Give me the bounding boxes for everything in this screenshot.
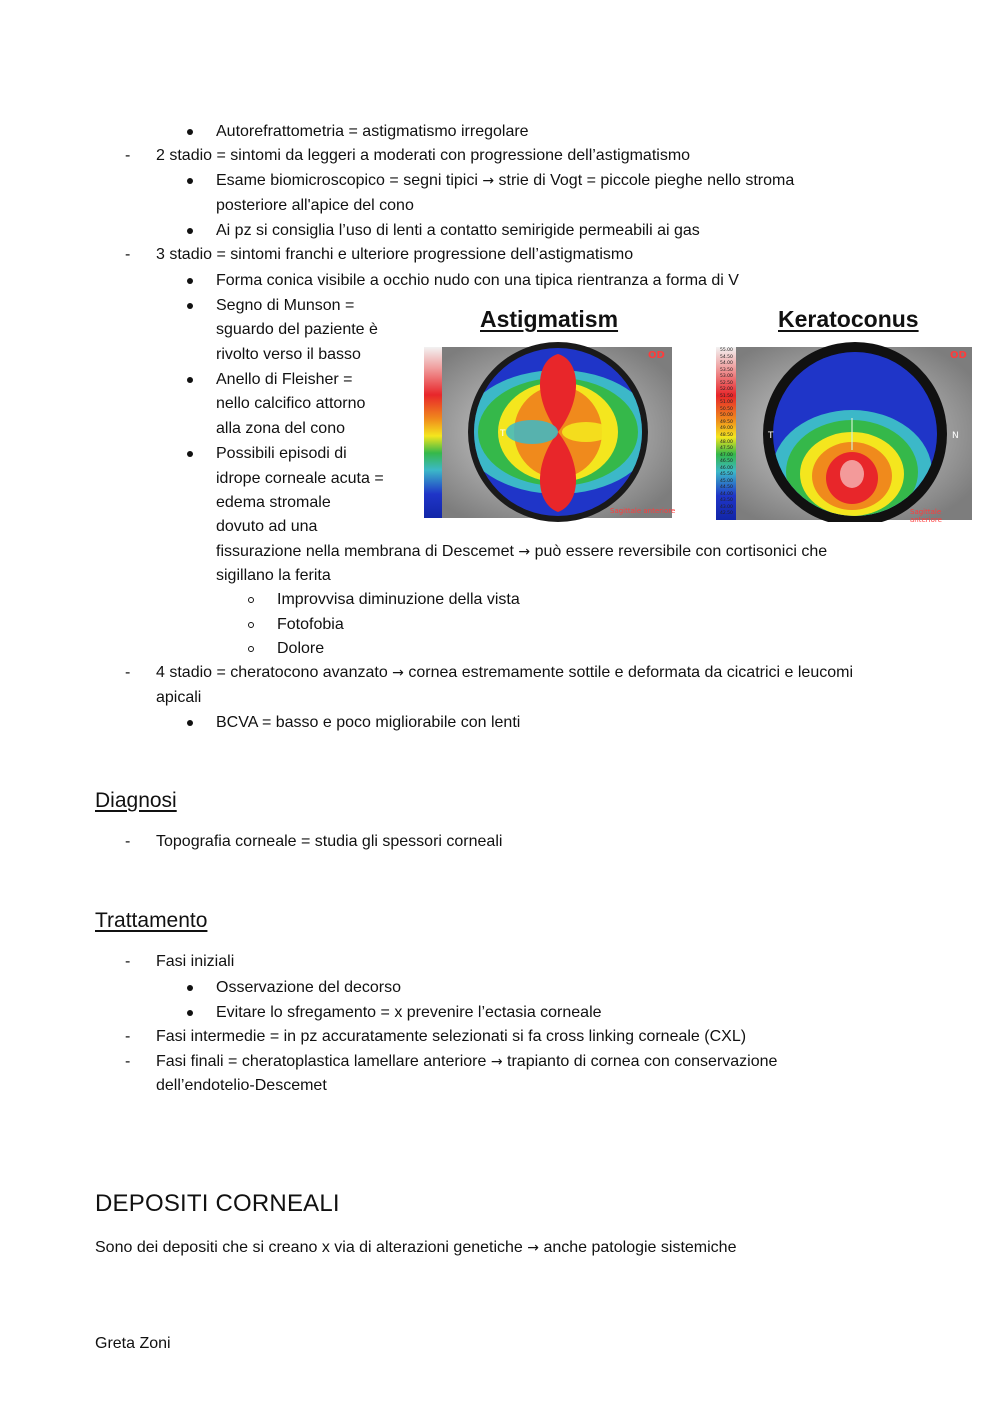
- color-scale-labels: [720, 348, 740, 518]
- scale-tick-label: 48.50: [720, 433, 733, 438]
- idrope-cont-c: sigillano la ferita: [216, 567, 331, 584]
- scale-tick-label: 45.50: [720, 472, 733, 478]
- bullet-dot: [187, 228, 193, 234]
- footer-label-left: Sagittale anteriore: [610, 507, 676, 515]
- bullet-dot: [187, 985, 193, 991]
- scale-tick-label: 50.50: [720, 406, 733, 412]
- idrope-line-3: edema stromale: [216, 494, 331, 511]
- fasi-intermedie: Fasi intermedie = in pz accuratamente selezionati si fa cross linking corneale (CXL): [156, 1028, 747, 1045]
- osservazione-item: Osservazione del decorso: [216, 979, 401, 996]
- bcva-item: BCVA = basso e poco migliorabile con lenti: [216, 714, 521, 731]
- scale-tick-label: 51.50: [720, 393, 733, 399]
- list-dash: -: [125, 833, 131, 850]
- diagnosi-heading: Diagnosi: [95, 789, 177, 812]
- autorefrattometria-item: Autorefrattometria = astigmatismo irregolare: [216, 123, 529, 140]
- arrow-icon: →: [527, 1240, 540, 1256]
- arrow-icon: →: [482, 173, 495, 189]
- lenti-item: Ai pz si consiglia l’uso di lenti a contatto semirigide permeabili ai gas: [216, 222, 700, 239]
- bullet-dot: [187, 377, 193, 383]
- scale-tick-label: 43.00: [720, 504, 733, 510]
- scale-tick-label: 46.00: [720, 465, 733, 471]
- scale-tick-label: 49.50: [720, 419, 733, 425]
- sub-item-fotofobia: Fotofobia: [277, 616, 344, 633]
- fleisher-line-2: nello calcifico attorno: [216, 395, 366, 412]
- author-footer: Greta Zoni: [95, 1335, 171, 1352]
- scale-tick-label: 44.50: [720, 485, 733, 491]
- depositi-text-a: Sono dei depositi che si creano x via di alterazioni genetiche: [95, 1239, 523, 1256]
- esame-text-b: strie di Vogt = piccole pieghe nello stroma: [498, 172, 795, 189]
- marker-n-right: N: [952, 431, 959, 441]
- scale-tick-label: 55.00: [720, 348, 733, 353]
- keratoconus-title: Keratoconus: [778, 306, 919, 332]
- scale-tick-label: 50.00: [720, 413, 733, 419]
- list-dash: -: [125, 246, 131, 263]
- trattamento-heading: Trattamento: [95, 909, 208, 932]
- circle-bullet: [248, 646, 254, 652]
- bullet-dot: [187, 278, 193, 284]
- list-dash: -: [125, 1053, 131, 1070]
- fasi-finali-a: Fasi finali = cheratoplastica lamellare anteriore: [156, 1053, 487, 1070]
- fasi-finali-b: trapianto di cornea con conservazione: [507, 1053, 778, 1070]
- scale-tick-label: 52.00: [720, 387, 733, 393]
- scale-tick-label: 46.50: [720, 459, 733, 465]
- depositi-heading: DEPOSITI CORNEALI: [95, 1190, 340, 1217]
- arrow-icon: →: [518, 544, 531, 560]
- arrow-icon: →: [392, 665, 404, 681]
- marker-t-left: T: [500, 429, 506, 439]
- idrope-line-4: dovuto ad una: [216, 518, 318, 535]
- idrope-cont-a: fissurazione nella membrana di Descemet: [216, 543, 514, 560]
- bullet-dot: [187, 451, 193, 457]
- sub-item-vista: Improvvisa diminuzione della vista: [277, 591, 520, 608]
- bullet-dot: [187, 178, 193, 184]
- od-badge-left: OD: [648, 350, 665, 361]
- scale-tick-label: 53.50: [720, 367, 733, 373]
- fasi-finali: [156, 1050, 777, 1074]
- bullet-dot: [187, 303, 193, 309]
- fasi-finali-c: dell’endotelio-Descemet: [156, 1077, 327, 1094]
- fleisher-line-1: Anello di Fleisher =: [216, 371, 353, 388]
- marker-t-right: T: [768, 431, 774, 441]
- topography-maps: [420, 300, 975, 522]
- scale-tick-label: 42.50: [720, 511, 733, 517]
- scale-tick-label: 52.50: [720, 380, 733, 386]
- fleisher-line-3: alla zona del cono: [216, 420, 345, 437]
- bullet-dot: [187, 720, 193, 726]
- scale-tick-label: 53.00: [720, 374, 733, 380]
- list-dash: -: [125, 953, 131, 970]
- list-dash: -: [125, 664, 131, 681]
- od-badge-right: OD: [950, 350, 967, 361]
- circle-bullet: [248, 597, 254, 603]
- stage4-text-a: 4 stadio = cheratocono avanzato: [156, 664, 388, 681]
- munson-line-3: rivolto verso il basso: [216, 346, 361, 363]
- idrope-line-5: [216, 540, 827, 564]
- bullet-dot: [187, 129, 193, 135]
- esame-text-c: posteriore all'apice del cono: [216, 197, 414, 214]
- stage2-label: 2 stadio = sintomi da leggeri a moderati con progressione dell’astigmatismo: [156, 147, 691, 164]
- scale-tick-label: 47.00: [720, 452, 733, 458]
- depositi-text-b: anche patologie sistemiche: [543, 1239, 737, 1256]
- esame-biomicroscopico-item: [216, 169, 794, 193]
- fasi-iniziali: Fasi iniziali: [156, 953, 235, 970]
- depositi-text: [95, 1236, 736, 1260]
- munson-line-1: Segno di Munson =: [216, 297, 355, 314]
- forma-conica-item: Forma conica visibile a occhio nudo con una tipica rientranza a forma di V: [216, 272, 739, 289]
- sfregamento-item: Evitare lo sfregamento = x prevenire l’ectasia corneale: [216, 1004, 602, 1021]
- astigmatism-title: Astigmatism: [480, 306, 619, 332]
- topografia-item: Topografia corneale = studia gli spessori corneali: [156, 833, 503, 850]
- sub-item-dolore: Dolore: [277, 640, 325, 657]
- idrope-line-2: idrope corneale acuta =: [216, 470, 384, 487]
- scale-tick-label: 45.00: [720, 478, 733, 484]
- scale-tick-label: 54.50: [720, 354, 733, 360]
- scale-tick-label: 48.00: [720, 439, 733, 445]
- scale-tick-label: 44.00: [720, 491, 733, 497]
- scale-tick-label: 49.00: [720, 426, 733, 432]
- bullet-dot: [187, 1010, 193, 1016]
- stage4-text-b: cornea estremamente sottile e deformata da cicatrici e leucomi: [408, 664, 854, 681]
- stage4-label: [156, 661, 853, 685]
- list-dash: -: [125, 147, 131, 164]
- list-dash: -: [125, 1028, 131, 1045]
- munson-line-2: sguardo del paziente è: [216, 321, 378, 338]
- esame-text-a: Esame biomicroscopico = segni tipici: [216, 172, 478, 189]
- scale-tick-label: 47.50: [720, 446, 733, 452]
- scale-tick-label: 54.00: [720, 361, 733, 367]
- topography-figure: [420, 300, 975, 522]
- stage4-text-c: apicali: [156, 689, 202, 706]
- circle-bullet: [248, 622, 254, 628]
- idrope-cont-b: può essere reversibile con cortisonici che: [534, 543, 828, 560]
- footer-label-right: Sagittale anteriore: [910, 508, 942, 524]
- scale-tick-label: 51.00: [720, 400, 733, 406]
- scale-tick-label: 43.50: [720, 498, 733, 504]
- idrope-line-1: Possibili episodi di: [216, 445, 347, 462]
- stage3-label: 3 stadio = sintomi franchi e ulteriore progressione dell’astigmatismo: [156, 246, 634, 263]
- arrow-icon: →: [490, 1054, 503, 1070]
